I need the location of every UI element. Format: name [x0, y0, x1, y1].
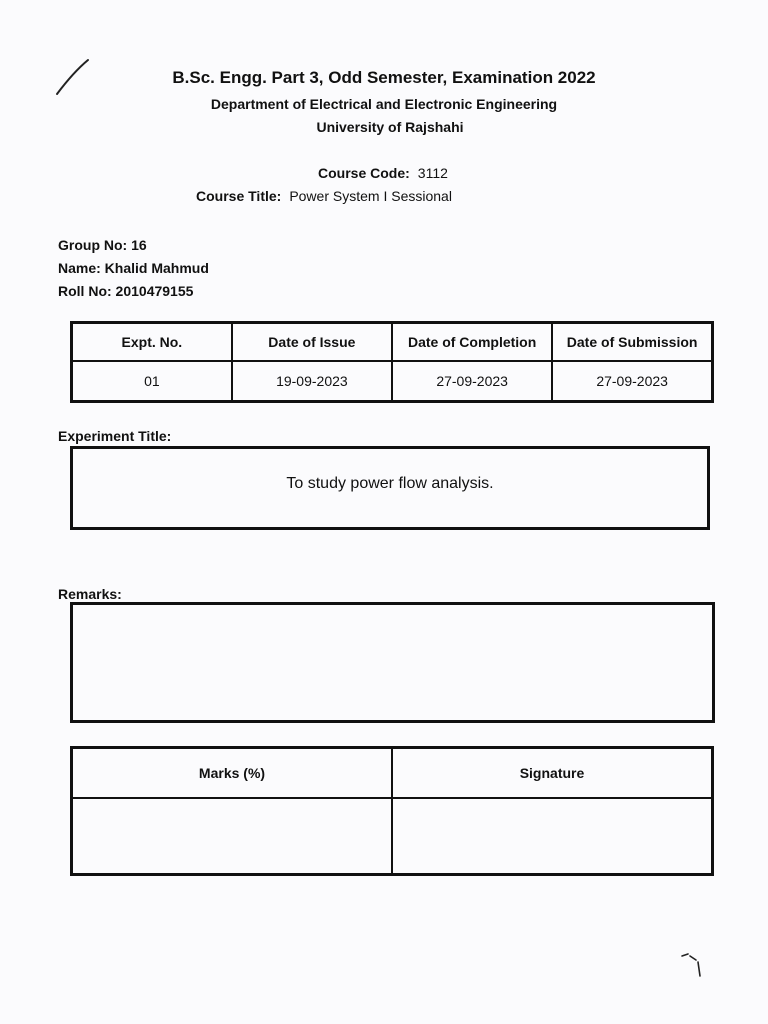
table-header-row [72, 323, 713, 362]
cell-date-of-issue: 19-09-2023 [232, 361, 392, 402]
course-title-label: Course Title: [196, 188, 282, 204]
corner-scribble-mark [680, 950, 708, 980]
header-expt-no: Expt. No. [72, 323, 232, 362]
signature-header: Signature [392, 748, 713, 799]
header-date-of-issue: Date of Issue [232, 323, 392, 362]
department-name: Department of Electrical and Electronic Engineering [210, 96, 558, 112]
remarks-box [70, 602, 715, 723]
table-row [72, 361, 713, 402]
student-info [58, 234, 209, 303]
student-name: Name: Khalid Mahmud [58, 260, 209, 276]
course-title-value: Power System I Sessional [289, 188, 452, 204]
cell-date-of-submission: 27-09-2023 [552, 361, 712, 402]
experiment-title-text: To study power flow analysis. [286, 475, 494, 492]
course-code-value: 3112 [417, 165, 448, 181]
experiment-title-box [70, 446, 710, 530]
remarks-label: Remarks: [58, 586, 122, 602]
cell-expt-no: 01 [72, 361, 232, 402]
header-date-of-completion: Date of Completion [392, 323, 552, 362]
course-code-line [318, 165, 448, 181]
experiment-info-table [70, 321, 714, 403]
marks-header: Marks (%) [72, 748, 393, 799]
course-code-label: Course Code: [318, 165, 410, 181]
grading-table [70, 746, 714, 876]
course-title-line [196, 188, 452, 204]
signature-cell [392, 798, 713, 875]
group-number: Group No: 16 [58, 237, 147, 253]
roll-number: Roll No: 2010479155 [58, 283, 194, 299]
grading-header-row [72, 748, 713, 799]
marks-cell [72, 798, 393, 875]
cell-date-of-completion: 27-09-2023 [392, 361, 552, 402]
grading-value-row [72, 798, 713, 875]
experiment-title-label: Experiment Title: [58, 428, 172, 444]
header-date-of-submission: Date of Submission [552, 323, 712, 362]
university-name: University of Rajshahi [316, 119, 464, 135]
exam-title: B.Sc. Engg. Part 3, Odd Semester, Examination 2022 [172, 68, 596, 87]
